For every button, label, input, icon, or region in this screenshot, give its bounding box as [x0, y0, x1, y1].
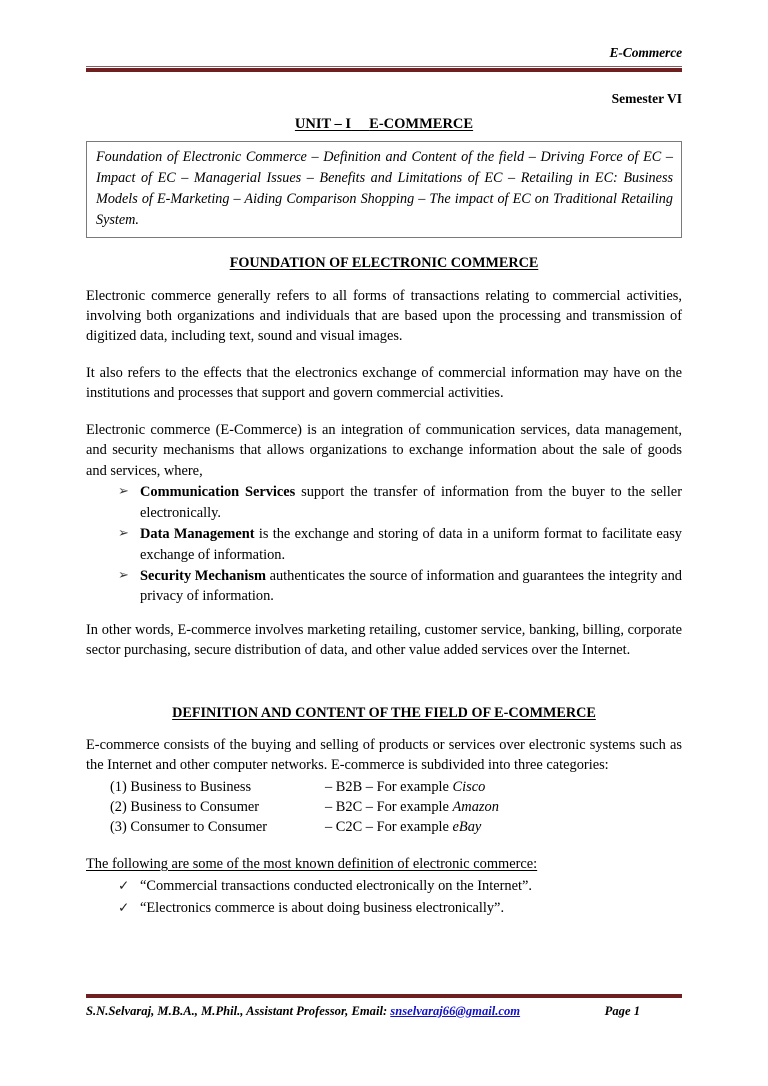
page-footer	[86, 994, 682, 1019]
arrow-bullet-icon: ➢	[118, 566, 129, 582]
list-item-text: is the exchange and storing of data in a uniform format to facilitate easy exchange of information.	[140, 526, 682, 563]
section-heading-foundation	[86, 255, 682, 272]
category-label: (3) Consumer to Consumer	[110, 819, 268, 836]
footer-email-link[interactable]: snselvaraj66@gmail.com	[390, 1004, 521, 1018]
list-item-text: “Commercial transactions conducted electronically on the Internet”.	[140, 877, 532, 894]
footer-row	[86, 1004, 682, 1019]
list-item-term: Data Management	[140, 526, 255, 543]
syllabus-text: Foundation of Electronic Commerce – Definition and Content of the field – Driving Force of EC – Impact of EC – Managerial Issues – Benefits and Limitations of EC – Retailing in EC: Business Models of E-Marketing – Aiding Comparison Shopping – The impact of EC on Traditional Retailing System.	[96, 149, 673, 229]
services-list	[86, 482, 682, 607]
paragraph: Electronic commerce generally refers to all forms of transactions relating to commercial activities, involving both organizations and individuals that are based upon the processing and transmission of digitized data, including text, sound and visual images.	[86, 287, 682, 345]
section-heading-definition-text: DEFINITION AND CONTENT OF THE FIELD OF E-COMMERCE	[172, 704, 596, 721]
footer-page-number: Page 1	[604, 1004, 640, 1018]
paragraph: E-commerce consists of the buying and selling of products or services over electronic systems such as the Internet and other computer networks. E-commerce is subdivided into three categories:	[86, 736, 682, 774]
section-heading-definition	[86, 705, 682, 722]
category-example: Amazon	[452, 798, 499, 815]
section-heading-foundation-text: FOUNDATION OF ELECTRONIC COMMERCE	[229, 255, 539, 272]
footer-rule-bar	[86, 994, 682, 998]
arrow-bullet-icon: ➢	[118, 483, 129, 499]
list-item-text: support the transfer of information from the buyer to the seller electronically.	[140, 484, 682, 521]
list-item	[86, 817, 682, 837]
header-document-title: E-Commerce	[609, 45, 682, 60]
check-bullet-icon: ✓	[118, 899, 130, 915]
syllabus-box	[86, 141, 682, 238]
header-rule	[86, 66, 682, 73]
footer-author-block	[86, 1004, 520, 1019]
list-item	[86, 482, 682, 523]
list-item	[86, 797, 682, 817]
list-item	[86, 566, 682, 607]
paragraph: It also refers to the effects that the electronics exchange of commercial information may have on the institutions and processes that support and govern commercial activities.	[86, 364, 682, 402]
list-item-text: “Electronics commerce is about doing business electronically”.	[140, 899, 505, 916]
list-item-term: Security Mechanism	[140, 567, 266, 584]
list-item	[86, 524, 682, 565]
category-code: – C2C – For example	[325, 819, 453, 836]
paragraph: Electronic commerce (E-Commerce) is an integration of communication services, data management, and security mechanisms that allows organizations to exchange information about the sale of goods and services, where,	[86, 421, 682, 479]
unit-label: UNIT – I	[294, 116, 352, 133]
list-item	[86, 898, 682, 919]
list-item	[86, 876, 682, 897]
list-item-term: Communication Services	[140, 484, 296, 501]
paragraph: In other words, E-commerce involves marketing retailing, customer service, banking, billing, corporate sector purchasing, secure distribution of data, and other value added services over the Internet.	[86, 621, 682, 659]
arrow-bullet-icon: ➢	[118, 525, 129, 541]
footer-author: S.N.Selvaraj, M.B.A., M.Phil., Assistant Professor, Email:	[86, 1004, 391, 1018]
definitions-intro	[86, 854, 682, 874]
definitions-list	[86, 876, 682, 919]
header-rule-bar	[86, 68, 682, 72]
check-bullet-icon: ✓	[118, 877, 130, 893]
definitions-intro-text: The following are some of the most known definition of electronic commerce:	[86, 856, 538, 873]
category-label: (2) Business to Consumer	[110, 798, 260, 815]
category-list	[86, 777, 682, 837]
category-label: (1) Business to Business	[110, 778, 252, 795]
category-code: – B2B – For example	[325, 778, 453, 795]
semester-label: Semester VI	[611, 90, 682, 106]
unit-heading	[86, 116, 682, 133]
page-content	[86, 0, 682, 918]
list-item	[86, 777, 682, 797]
unit-name: E-COMMERCE	[369, 116, 474, 133]
category-example: Cisco	[452, 778, 486, 795]
category-code: – B2C – For example	[325, 798, 453, 815]
list-item-text: authenticates the source of information and guarantees the integrity and privacy of information.	[140, 567, 682, 605]
category-example: eBay	[452, 819, 482, 836]
